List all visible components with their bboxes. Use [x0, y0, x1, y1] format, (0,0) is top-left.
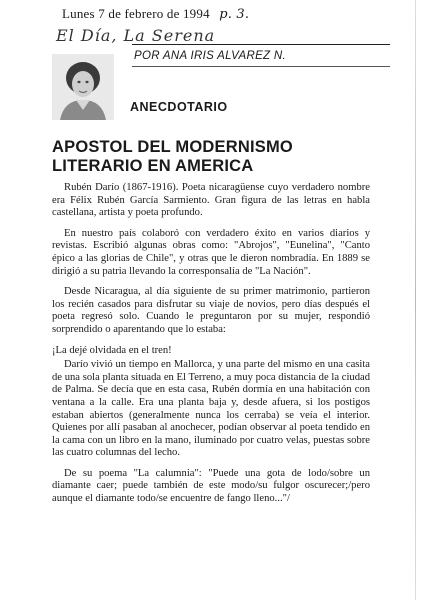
paragraph: Desde Nicaragua, al día siguiente de su primer matrimonio, partieron los recién casados para disfrutar su viaje de novios, pero días después el poeta regresó solo. Cuando le preguntaron por su mujer, respondió sorprendido o aparentando que lo estaba: [52, 286, 370, 335]
scan-edge [415, 0, 416, 600]
section-label: ANECDOTARIO [130, 100, 228, 114]
article-body [52, 182, 370, 514]
dateline [62, 6, 249, 22]
page-note: p. 3. [219, 7, 250, 22]
headline: APOSTOL DEL MODERNISMO LITERARIO EN AMERICA [52, 138, 293, 175]
byline-rule [132, 66, 390, 67]
byline: POR ANA IRIS ALVAREZ N. [134, 50, 286, 62]
paragraph: Rubén Darío (1867-1916). Poeta nicaragüense cuyo verdadero nombre era Félix Rubén García Sarmiento. Gran figura de las letras en habla castellana, artista y poeta profundo. [52, 182, 370, 219]
paragraph: De su poema "La calumnia": "Puede una gota de lodo/sobre un diamante caer; puede también de este modo/su fulgor oscurecer;/pero aunque el diamante todo/se encuentre de fango lleno..."/ [52, 467, 370, 505]
paragraph: Darío vivió un tiempo en Mallorca, y una parte del mismo en una casita de una sola planta situada en El Terreno, a muy poca distancia de la ciudad de Palma. Se decía que en esta casa, Rubén dormía en una habitación con ventana a la calle. Era una planta baja y, desde afuera, si los postigos estaban abiertos (generalmente nunca los cerraba) se veía el interior. Quienes por allí pasaban al anochecer, podían observar al poeta tendido en la cama con un libro en la mano, iluminado por cuatro velas, puestas sobre las cuatro columnas del lecho. [52, 359, 370, 459]
paragraph: ¡La dejé olvidada en el tren! [52, 344, 172, 356]
paragraph: En nuestro país colaboró con verdadero éxito en varios diarios y revistas. Escribió algunas obras como: "Abrojos", "Eunelina", "Canto épico a las glorias de Chile", y otras que le dieron nombradía. En 1889 se dirigió a su patria llevando la corresponsalía de "La Nación". [52, 227, 370, 277]
handwritten-source-note: El Día, La Serena [56, 26, 216, 45]
author-photo [52, 54, 114, 120]
top-rule [132, 44, 390, 45]
publication-date: Lunes 7 de febrero de 1994 [62, 6, 210, 21]
author-portrait-image [52, 54, 114, 120]
